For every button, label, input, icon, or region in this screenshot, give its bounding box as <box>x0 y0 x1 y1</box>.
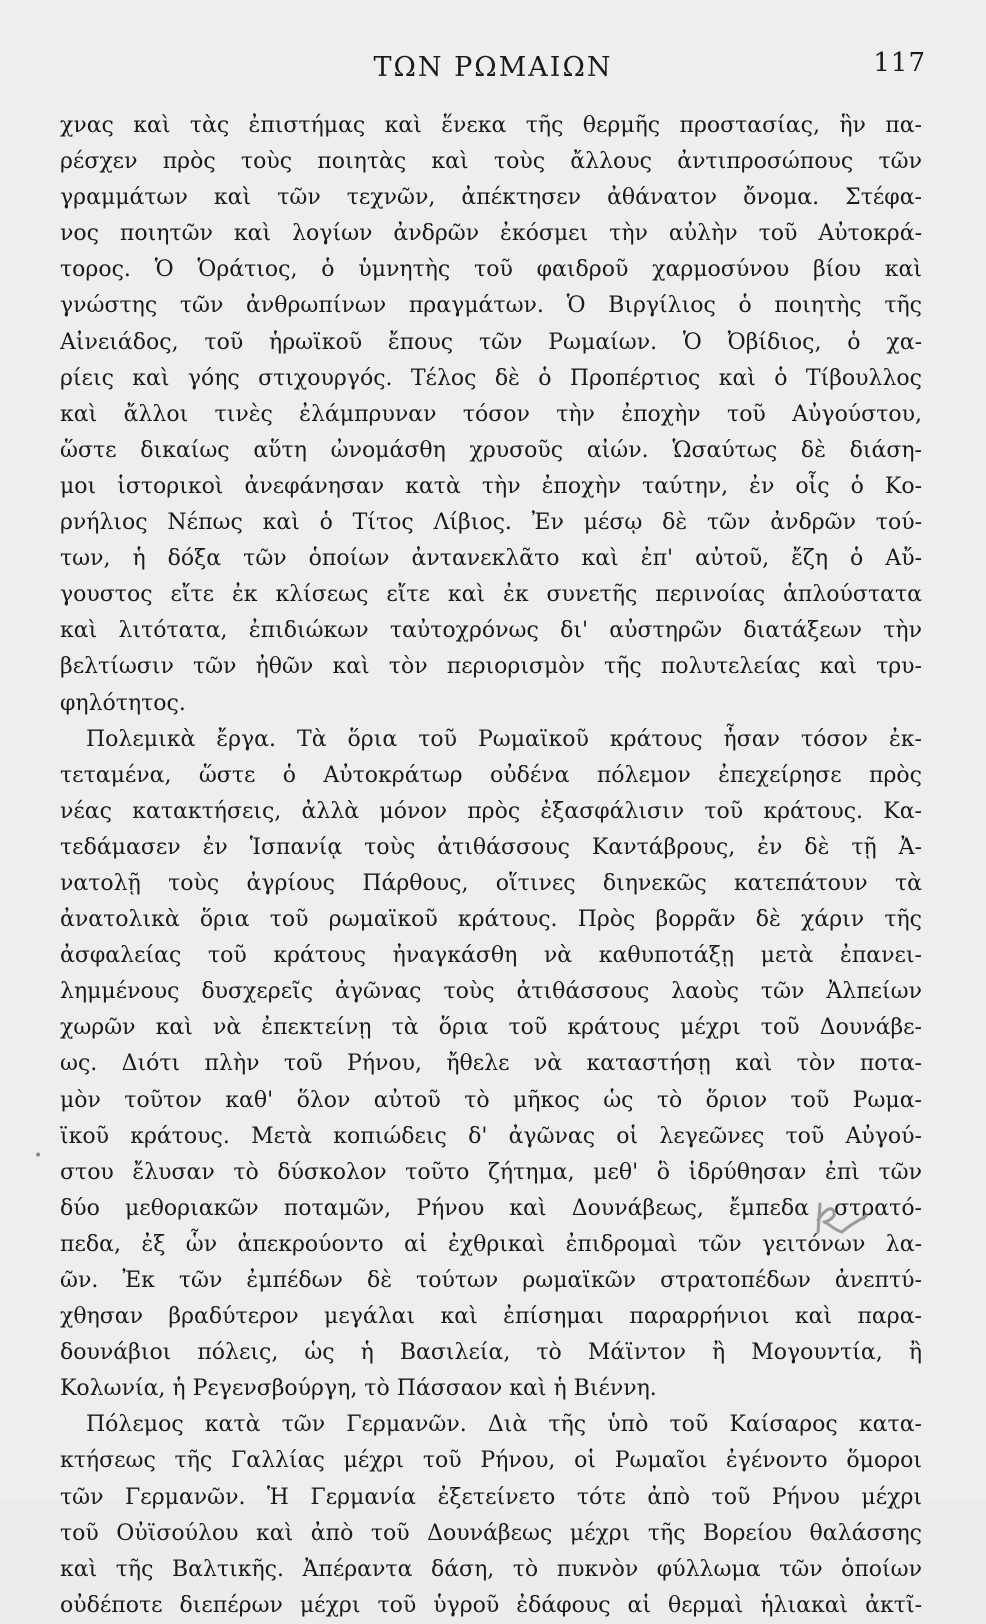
text-line: καὶ λιτότατα, ἐπιδιώκων ταὐτοχρόνως δι' αὐστηρῶν διατάξεων τὴν <box>60 618 922 644</box>
text-line: καὶ ἄλλοι τινὲς ἐλάμπρυναν τόσον τὴν ἐποχὴν τοῦ Αὐγούστου, <box>60 401 922 427</box>
text-line: μοι ἱστορικοὶ ἀνεφάνησαν κατὰ τὴν ἐποχὴν ταύτην, ἐν οἷς ὁ Κο- <box>60 473 922 499</box>
page-number: 117 <box>873 48 926 78</box>
text-line: ως. Διότι πλὴν τοῦ Ρήνου, ἤθελε νὰ καταστήσῃ καὶ τὸν ποτα- <box>60 1051 922 1077</box>
text-line: ρίεις καὶ γόης στιχουργός. Τέλος δὲ ὁ Προπέρτιος καὶ ὁ Τίβουλλος <box>60 365 922 391</box>
section-heading-line: Πολεμικὰ ἔργα. Τὰ ὅρια τοῦ Ρωμαϊκοῦ κράτους ἦσαν τόσον ἐκ- <box>86 726 922 752</box>
text-line: μὸν τοῦτον καθ' ὅλον αὐτοῦ τὸ μῆκος ὡς τὸ ὅριον τοῦ Ρωμα- <box>60 1087 922 1113</box>
text-line: οὐδέποτε διεπέρων μέχρι τοῦ ὑγροῦ ἐδάφους αἱ θερμαὶ ἡλιακαὶ ἀκτῖ- <box>60 1592 922 1618</box>
text-line: ῶν. Ἐκ τῶν ἐμπέδων δὲ τούτων ρωμαϊκῶν στρατοπέδων ἀνεπτύ- <box>60 1268 922 1293</box>
text-line: λημμένους δυσχερεῖς ἀγῶνας τοὺς ἀτιθάσσους λαοὺς τῶν Ἀλπείων <box>60 979 922 1005</box>
handwritten-margin-mark <box>812 1198 872 1238</box>
text-line: χθησαν βραδύτερον μεγάλαι καὶ ἐπίσημαι παραρρήνιοι καὶ παρα- <box>60 1304 922 1330</box>
margin-speck: • <box>34 1148 43 1164</box>
text-line: τεταμένα, ὥστε ὁ Αὐτοκράτωρ οὐδένα πόλεμον ἐπεχείρησε πρὸς <box>60 762 922 788</box>
body-text <box>60 108 922 1624</box>
text-line: τῶν Γερμανῶν. Ἡ Γερμανία ἐξετείνετο τότε ἀπὸ τοῦ Ρήνου μέχρι <box>60 1484 922 1510</box>
text-line: γουστος εἴτε ἐκ κλίσεως εἴτε καὶ ἐκ συνετῆς περινοίας ἁπλούστατα <box>60 582 922 608</box>
text-line: τεδάμασεν ἐν Ἱσπανίᾳ τοὺς ἀτιθάσσους Καντάβρους, ἐν δὲ τῇ Ἀ- <box>60 834 922 860</box>
text-line: ρέσχεν πρὸς τοὺς ποιητὰς καὶ τοὺς ἄλλους ἀντιπροσώπους τῶν <box>60 149 922 175</box>
text-line: νος ποιητῶν καὶ λογίων ἀνδρῶν ἐκόσμει τὴν αὐλὴν τοῦ Αὐτοκρά- <box>60 221 922 247</box>
text-line: χωρῶν καὶ νὰ ἐπεκτείνῃ τὰ ὅρια τοῦ κράτους μέχρι τοῦ Δουνάβε- <box>60 1015 922 1041</box>
text-line: καὶ τῆς Βαλτικῆς. Ἀπέραντα δάση, τὸ πυκνὸν φύλλωμα τῶν ὁποίων <box>60 1556 922 1582</box>
text-line: τορος. Ὁ Ὁράτιος, ὁ ὑμνητὴς τοῦ φαιδροῦ χαρμοσύνου βίου καὶ <box>60 257 922 283</box>
text-line: γνώστης τῶν ἀνθρωπίνων πραγμάτων. Ὁ Βιργίλιος ὁ ποιητὴς τῆς <box>60 293 922 319</box>
running-title: ΤΩΝ ΡΩΜΑΙΩΝ <box>373 52 613 83</box>
text-line: Αἰνειάδος, τοῦ ἡρωϊκοῦ ἔπους τῶν Ρωμαίων. Ὁ Ὀβίδιος, ὁ χα- <box>60 329 922 355</box>
text-line: ἀσφαλείας τοῦ κράτους ἠναγκάσθη νὰ καθυποτάξῃ μετὰ ἐπανει- <box>60 943 922 969</box>
text-line: των, ἡ δόξα τῶν ὁποίων ἀντανεκλᾶτο καὶ ἐπ' αὐτοῦ, ἔζη ὁ Αὔ- <box>60 546 922 572</box>
text-line: φηλότητος. <box>60 690 186 716</box>
section-heading-line: Πόλεμος κατὰ τῶν Γερμανῶν. Διὰ τῆς ὑπὸ τοῦ Καίσαρος κατα- <box>86 1412 922 1438</box>
text-line: πεδα, ἐξ ὧν ἀπεκρούοντο αἱ ἐχθρικαὶ ἐπιδρομαὶ τῶν γειτόνων λα- <box>60 1231 922 1257</box>
text-line: βελτίωσιν τῶν ἠθῶν καὶ τὸν περιορισμὸν τῆς πολυτελείας καὶ τρυ- <box>60 654 922 680</box>
text-line: νατολῇ τοὺς ἀγρίους Πάρθους, οἵτινες διηνεκῶς κατεπάτουν τὰ <box>60 870 922 896</box>
text-line: δύο μεθοριακῶν ποταμῶν, Ρήνου καὶ Δουνάβεως, ἔμπεδα στρατό- <box>60 1195 922 1221</box>
text-line: ἀνατολικὰ ὅρια τοῦ ρωμαϊκοῦ κράτους. Πρὸς βορρᾶν δὲ χάριν τῆς <box>60 907 922 933</box>
text-line: ϊκοῦ κράτους. Μετὰ κοπιώδεις δ' ἀγῶνας οἱ λεγεῶνες τοῦ Αὐγού- <box>60 1123 922 1149</box>
text-line: γραμμάτων καὶ τῶν τεχνῶν, ἀπέκτησεν ἀθάνατον ὄνομα. Στέφα- <box>60 185 922 211</box>
running-header <box>60 46 926 86</box>
text-line: τοῦ Οὐϊσούλου καὶ ἀπὸ τοῦ Δουνάβεως μέχρι τῆς Βορείου θαλάσσης <box>60 1520 922 1546</box>
text-line: Κολωνία, ἡ Ρεγενσβούργη, τὸ Πάσσαον καὶ ἡ Βιέννη. <box>60 1376 657 1402</box>
text-line: στου ἔλυσαν τὸ δύσκολον τοῦτο ζήτημα, μεθ' ὃ ἱδρύθησαν ἐπὶ τῶν <box>60 1159 922 1185</box>
text-line: ρνήλιος Νέπως καὶ ὁ Τίτος Λίβιος. Ἐν μέσῳ δὲ τῶν ἀνδρῶν τού- <box>60 510 922 536</box>
text-line: νέας κατακτήσεις, ἀλλὰ μόνον πρὸς ἐξασφάλισιν τοῦ κράτους. Κα- <box>60 798 922 824</box>
text-line: δουνάβιοι πόλεις, ὡς ἡ Βασιλεία, τὸ Μάϊντον ἢ Μογουντία, ἢ <box>60 1340 922 1366</box>
text-line: ὥστε δικαίως αὕτη ὠνομάσθη χρυσοῦς αἰών. Ὡσαύτως δὲ διάση- <box>60 437 922 463</box>
text-line: χνας καὶ τὰς ἐπιστήμας καὶ ἕνεκα τῆς θερμῆς προστασίας, ἣν πα- <box>60 113 922 138</box>
text-line: κτήσεως τῆς Γαλλίας μέχρι τοῦ Ρήνου, οἱ Ρωμαῖοι ἐγένοντο ὅμοροι <box>60 1448 922 1474</box>
